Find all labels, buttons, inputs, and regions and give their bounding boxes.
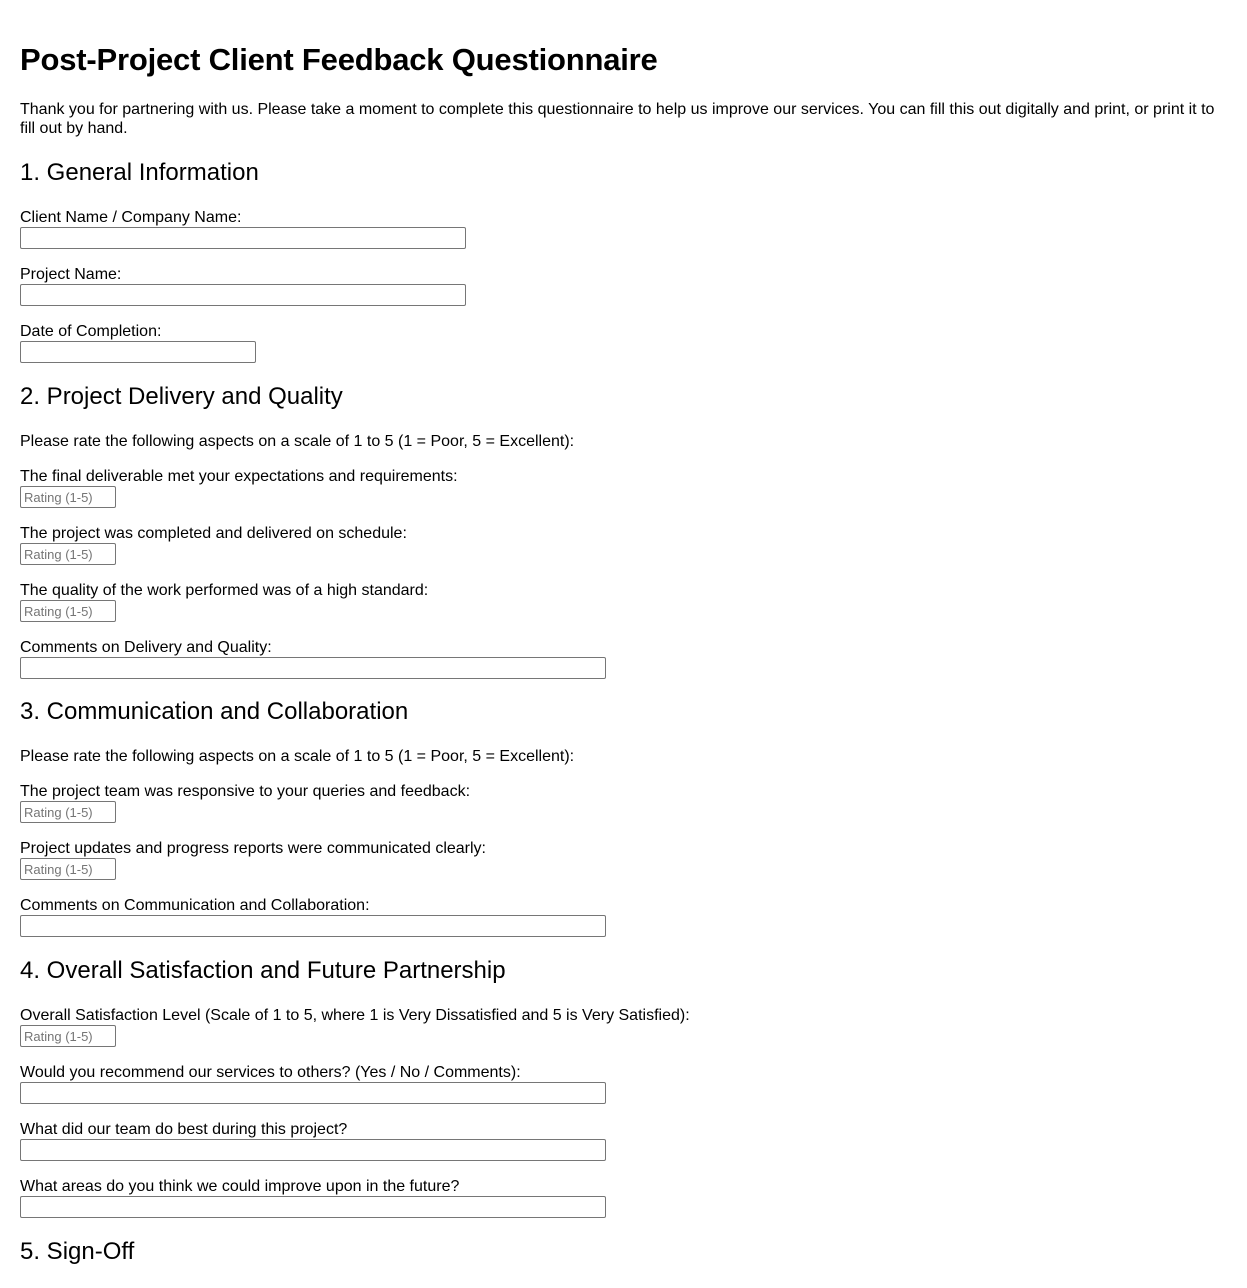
client-name-label: Client Name / Company Name: bbox=[20, 209, 242, 226]
delivery-comments-label: Comments on Delivery and Quality: bbox=[20, 639, 272, 656]
section-general-heading: 1. General Information bbox=[20, 159, 259, 186]
satisfaction-rating-input[interactable] bbox=[20, 1025, 116, 1047]
project-name-label: Project Name: bbox=[20, 266, 122, 283]
intro-text: Thank you for partnering with us. Please take a moment to complete this questionnaire to help us improve our services. You can fill this out digitally and print, or print it to fill out by hand. bbox=[20, 101, 1215, 137]
recommend-label: Would you recommend our services to others? (Yes / No / Comments): bbox=[20, 1064, 521, 1081]
delivery-q1-label: The final deliverable met your expectations and requirements: bbox=[20, 468, 458, 485]
date-label: Date of Completion: bbox=[20, 323, 162, 340]
communication-q1-label: The project team was responsive to your queries and feedback: bbox=[20, 783, 471, 800]
communication-q2-rating-input[interactable] bbox=[20, 858, 116, 880]
communication-comments-input[interactable] bbox=[20, 915, 606, 937]
delivery-q3-rating-input[interactable] bbox=[20, 600, 116, 622]
section-overall-heading: 4. Overall Satisfaction and Future Partnership bbox=[20, 957, 506, 984]
improve-label: What areas do you think we could improve upon in the future? bbox=[20, 1178, 460, 1195]
improve-input[interactable] bbox=[20, 1196, 606, 1218]
date-input[interactable] bbox=[20, 341, 256, 363]
delivery-q2-rating-input[interactable] bbox=[20, 543, 116, 565]
communication-q1-rating-input[interactable] bbox=[20, 801, 116, 823]
section-communication-heading: 3. Communication and Collaboration bbox=[20, 698, 409, 725]
recommend-input[interactable] bbox=[20, 1082, 606, 1104]
section-signoff-heading: 5. Sign-Off bbox=[20, 1238, 135, 1265]
delivery-q3-label: The quality of the work performed was of a high standard: bbox=[20, 582, 429, 599]
delivery-comments-input[interactable] bbox=[20, 657, 606, 679]
client-name-input[interactable] bbox=[20, 227, 466, 249]
delivery-q1-rating-input[interactable] bbox=[20, 486, 116, 508]
communication-instructions: Please rate the following aspects on a scale of 1 to 5 (1 = Poor, 5 = Excellent): bbox=[20, 748, 575, 765]
project-name-input[interactable] bbox=[20, 284, 466, 306]
best-input[interactable] bbox=[20, 1139, 606, 1161]
satisfaction-label: Overall Satisfaction Level (Scale of 1 to 5, where 1 is Very Dissatisfied and 5 is Very Satisfied): bbox=[20, 1007, 690, 1024]
delivery-q2-label: The project was completed and delivered on schedule: bbox=[20, 525, 407, 542]
communication-comments-label: Comments on Communication and Collaboration: bbox=[20, 897, 370, 914]
best-label: What did our team do best during this project? bbox=[20, 1121, 348, 1138]
section-delivery-heading: 2. Project Delivery and Quality bbox=[20, 383, 343, 410]
page-title: Post-Project Client Feedback Questionnaire bbox=[20, 42, 658, 77]
communication-q2-label: Project updates and progress reports were communicated clearly: bbox=[20, 840, 486, 857]
delivery-instructions: Please rate the following aspects on a scale of 1 to 5 (1 = Poor, 5 = Excellent): bbox=[20, 433, 575, 450]
